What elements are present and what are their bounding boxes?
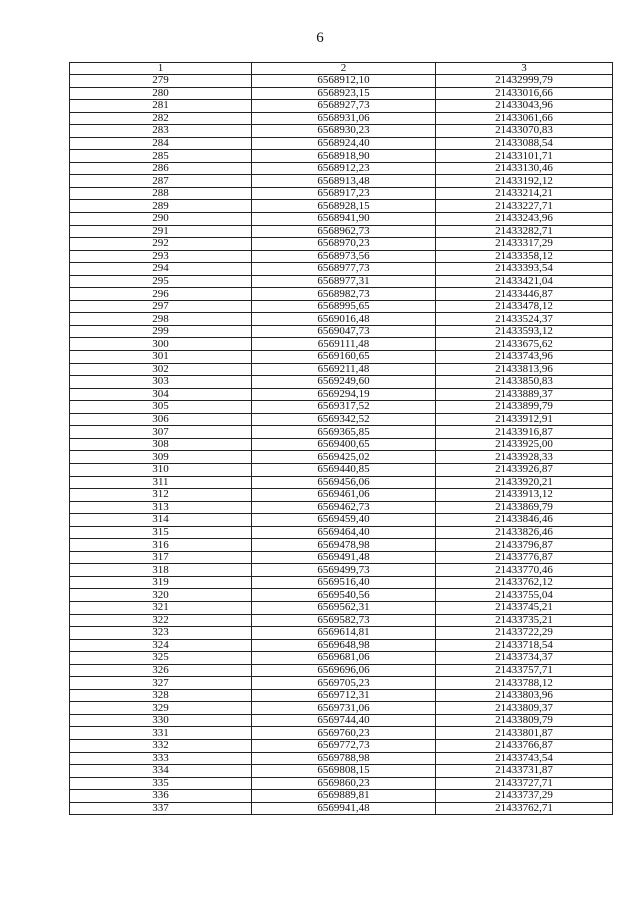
y-coordinate-cell: 21433282,71 [436,225,613,238]
x-coordinate-cell: 6569731,06 [252,702,436,715]
table-row [70,765,613,778]
y-coordinate-cell: 21433101,71 [436,150,613,163]
table-row [70,325,613,338]
table-row [70,112,613,125]
point-number-cell: 325 [70,652,252,665]
table-row [70,338,613,351]
point-number-cell: 326 [70,664,252,677]
point-number-cell: 284 [70,137,252,150]
x-coordinate-cell: 6569696,06 [252,664,436,677]
point-number-cell: 330 [70,714,252,727]
y-coordinate-cell: 21433846,46 [436,514,613,527]
table-row [70,702,613,715]
point-number-cell: 292 [70,238,252,251]
y-coordinate-cell: 21433524,37 [436,313,613,326]
table-row [70,463,613,476]
table-row [70,664,613,677]
page-number: 6 [316,30,324,46]
table-row [70,652,613,665]
point-number-cell: 301 [70,351,252,364]
x-coordinate-cell: 6569047,73 [252,325,436,338]
point-number-cell: 319 [70,576,252,589]
point-number-cell: 307 [70,426,252,439]
table-row [70,87,613,100]
x-coordinate-cell: 6568923,15 [252,87,436,100]
table-row [70,300,613,313]
x-coordinate-cell: 6569772,73 [252,739,436,752]
table-row [70,476,613,489]
y-coordinate-cell: 21433762,71 [436,802,613,815]
x-coordinate-cell: 6569440,85 [252,463,436,476]
y-coordinate-cell: 21433478,12 [436,300,613,313]
y-coordinate-cell: 21433393,54 [436,263,613,276]
y-coordinate-cell: 21433358,12 [436,250,613,263]
table-row [70,275,613,288]
table-row [70,501,613,514]
point-number-cell: 332 [70,739,252,752]
table-row [70,627,613,640]
column-header-point-number: 1 [70,63,252,75]
table-row [70,551,613,564]
point-number-cell: 298 [70,313,252,326]
x-coordinate-cell: 6569941,48 [252,802,436,815]
x-coordinate-cell: 6569400,65 [252,438,436,451]
x-coordinate-cell: 6569111,48 [252,338,436,351]
table-row [70,802,613,815]
table-row [70,451,613,464]
point-number-cell: 334 [70,765,252,778]
y-coordinate-cell: 21433850,83 [436,376,613,389]
y-coordinate-cell: 21433061,66 [436,112,613,125]
y-coordinate-cell: 21433796,87 [436,539,613,552]
table-row [70,162,613,175]
point-number-cell: 305 [70,401,252,414]
point-number-cell: 321 [70,601,252,614]
table-row [70,589,613,602]
y-coordinate-cell: 21433913,12 [436,489,613,502]
table-row [70,125,613,138]
point-number-cell: 306 [70,413,252,426]
y-coordinate-cell: 21433928,33 [436,451,613,464]
y-coordinate-cell: 21433016,66 [436,87,613,100]
table-row [70,213,613,226]
point-number-cell: 337 [70,802,252,815]
x-coordinate-cell: 6568912,10 [252,75,436,88]
table-row [70,526,613,539]
y-coordinate-cell: 21433809,37 [436,702,613,715]
x-coordinate-cell: 6568912,23 [252,162,436,175]
x-coordinate-cell: 6569562,31 [252,601,436,614]
table-row [70,225,613,238]
table-row [70,614,613,627]
y-coordinate-cell: 21433926,87 [436,463,613,476]
y-coordinate-cell: 21433889,37 [436,388,613,401]
y-coordinate-cell: 21433743,96 [436,351,613,364]
x-coordinate-cell: 6569462,73 [252,501,436,514]
table-row [70,263,613,276]
y-coordinate-cell: 21433745,21 [436,601,613,614]
y-coordinate-cell: 21433727,71 [436,777,613,790]
table-row [70,639,613,652]
point-number-cell: 281 [70,100,252,113]
x-coordinate-cell: 6569365,85 [252,426,436,439]
y-coordinate-cell: 21433920,21 [436,476,613,489]
point-number-cell: 288 [70,187,252,200]
x-coordinate-cell: 6568927,73 [252,100,436,113]
y-coordinate-cell: 21433912,91 [436,413,613,426]
table-row [70,363,613,376]
x-coordinate-cell: 6568970,23 [252,238,436,251]
point-number-cell: 286 [70,162,252,175]
coordinates-table-container [69,62,612,815]
y-coordinate-cell: 21433446,87 [436,288,613,301]
x-coordinate-cell: 6569016,48 [252,313,436,326]
x-coordinate-cell: 6568931,06 [252,112,436,125]
table-row [70,238,613,251]
table-row [70,601,613,614]
table-row [70,137,613,150]
table-row [70,376,613,389]
y-coordinate-cell: 21433788,12 [436,677,613,690]
x-coordinate-cell: 6568917,23 [252,187,436,200]
point-number-cell: 329 [70,702,252,715]
table-header-row [70,63,613,75]
y-coordinate-cell: 21433869,79 [436,501,613,514]
point-number-cell: 328 [70,689,252,702]
point-number-cell: 303 [70,376,252,389]
x-coordinate-cell: 6569160,65 [252,351,436,364]
table-row [70,413,613,426]
table-row [70,539,613,552]
x-coordinate-cell: 6569491,48 [252,551,436,564]
table-row [70,175,613,188]
x-coordinate-cell: 6568930,23 [252,125,436,138]
table-row [70,689,613,702]
table-row [70,313,613,326]
y-coordinate-cell: 21433757,71 [436,664,613,677]
x-coordinate-cell: 6569614,81 [252,627,436,640]
x-coordinate-cell: 6569788,98 [252,752,436,765]
x-coordinate-cell: 6569464,40 [252,526,436,539]
x-coordinate-cell: 6568977,73 [252,263,436,276]
x-coordinate-cell: 6569249,60 [252,376,436,389]
point-number-cell: 290 [70,213,252,226]
x-coordinate-cell: 6568995,65 [252,300,436,313]
y-coordinate-cell: 21433899,79 [436,401,613,414]
x-coordinate-cell: 6568913,48 [252,175,436,188]
x-coordinate-cell: 6569425,02 [252,451,436,464]
point-number-cell: 302 [70,363,252,376]
point-number-cell: 297 [70,300,252,313]
x-coordinate-cell: 6569681,06 [252,652,436,665]
y-coordinate-cell: 21433088,54 [436,137,613,150]
point-number-cell: 294 [70,263,252,276]
y-coordinate-cell: 21433801,87 [436,727,613,740]
y-coordinate-cell: 21433766,87 [436,739,613,752]
table-row [70,288,613,301]
y-coordinate-cell: 21433762,12 [436,576,613,589]
x-coordinate-cell: 6568977,31 [252,275,436,288]
y-coordinate-cell: 21433813,96 [436,363,613,376]
x-coordinate-cell: 6569744,40 [252,714,436,727]
point-number-cell: 323 [70,627,252,640]
point-number-cell: 322 [70,614,252,627]
x-coordinate-cell: 6569317,52 [252,401,436,414]
point-number-cell: 304 [70,388,252,401]
y-coordinate-cell: 21433214,21 [436,187,613,200]
x-coordinate-cell: 6569478,98 [252,539,436,552]
table-row [70,438,613,451]
x-coordinate-cell: 6568982,73 [252,288,436,301]
y-coordinate-cell: 21433243,96 [436,213,613,226]
table-body [70,75,613,815]
point-number-cell: 331 [70,727,252,740]
x-coordinate-cell: 6569459,40 [252,514,436,527]
point-number-cell: 282 [70,112,252,125]
y-coordinate-cell: 21433130,46 [436,162,613,175]
point-number-cell: 315 [70,526,252,539]
y-coordinate-cell: 21433743,54 [436,752,613,765]
table-row [70,564,613,577]
point-number-cell: 279 [70,75,252,88]
table-row [70,576,613,589]
point-number-cell: 314 [70,514,252,527]
point-number-cell: 296 [70,288,252,301]
table-row [70,727,613,740]
point-number-cell: 280 [70,87,252,100]
y-coordinate-cell: 21433593,12 [436,325,613,338]
x-coordinate-cell: 6568924,40 [252,137,436,150]
x-coordinate-cell: 6569211,48 [252,363,436,376]
x-coordinate-cell: 6569461,06 [252,489,436,502]
column-header-x-coordinate: 2 [252,63,436,75]
y-coordinate-cell: 21433737,29 [436,790,613,803]
x-coordinate-cell: 6569712,31 [252,689,436,702]
y-coordinate-cell: 21433826,46 [436,526,613,539]
point-number-cell: 291 [70,225,252,238]
x-coordinate-cell: 6569294,19 [252,388,436,401]
x-coordinate-cell: 6568973,56 [252,250,436,263]
point-number-cell: 299 [70,325,252,338]
table-row [70,250,613,263]
y-coordinate-cell: 21433192,12 [436,175,613,188]
x-coordinate-cell: 6569648,98 [252,639,436,652]
y-coordinate-cell: 21432999,79 [436,75,613,88]
coordinates-table [69,62,613,815]
table-row [70,401,613,414]
table-row [70,514,613,527]
y-coordinate-cell: 21433735,21 [436,614,613,627]
point-number-cell: 285 [70,150,252,163]
point-number-cell: 320 [70,589,252,602]
table-row [70,200,613,213]
point-number-cell: 311 [70,476,252,489]
table-row [70,489,613,502]
x-coordinate-cell: 6569889,81 [252,790,436,803]
y-coordinate-cell: 21433675,62 [436,338,613,351]
x-coordinate-cell: 6569456,06 [252,476,436,489]
y-coordinate-cell: 21433734,37 [436,652,613,665]
point-number-cell: 336 [70,790,252,803]
x-coordinate-cell: 6569499,73 [252,564,436,577]
x-coordinate-cell: 6569760,23 [252,727,436,740]
x-coordinate-cell: 6569342,52 [252,413,436,426]
table-row [70,187,613,200]
point-number-cell: 316 [70,539,252,552]
point-number-cell: 312 [70,489,252,502]
point-number-cell: 335 [70,777,252,790]
table-row [70,75,613,88]
y-coordinate-cell: 21433731,87 [436,765,613,778]
y-coordinate-cell: 21433718,54 [436,639,613,652]
y-coordinate-cell: 21433770,46 [436,564,613,577]
table-row [70,426,613,439]
table-row [70,677,613,690]
y-coordinate-cell: 21433809,79 [436,714,613,727]
y-coordinate-cell: 21433776,87 [436,551,613,564]
x-coordinate-cell: 6569808,15 [252,765,436,778]
point-number-cell: 310 [70,463,252,476]
table-row [70,777,613,790]
y-coordinate-cell: 21433421,04 [436,275,613,288]
point-number-cell: 289 [70,200,252,213]
point-number-cell: 308 [70,438,252,451]
x-coordinate-cell: 6569540,56 [252,589,436,602]
table-row [70,790,613,803]
table-row [70,388,613,401]
point-number-cell: 313 [70,501,252,514]
point-number-cell: 283 [70,125,252,138]
table-row [70,351,613,364]
table-row [70,752,613,765]
x-coordinate-cell: 6568962,73 [252,225,436,238]
point-number-cell: 318 [70,564,252,577]
y-coordinate-cell: 21433317,29 [436,238,613,251]
x-coordinate-cell: 6568928,15 [252,200,436,213]
point-number-cell: 317 [70,551,252,564]
table-row [70,714,613,727]
table-row [70,100,613,113]
point-number-cell: 295 [70,275,252,288]
point-number-cell: 327 [70,677,252,690]
point-number-cell: 293 [70,250,252,263]
y-coordinate-cell: 21433227,71 [436,200,613,213]
y-coordinate-cell: 21433043,96 [436,100,613,113]
x-coordinate-cell: 6568918,90 [252,150,436,163]
x-coordinate-cell: 6569516,40 [252,576,436,589]
x-coordinate-cell: 6569860,23 [252,777,436,790]
y-coordinate-cell: 21433916,87 [436,426,613,439]
x-coordinate-cell: 6569582,73 [252,614,436,627]
point-number-cell: 309 [70,451,252,464]
x-coordinate-cell: 6568941,90 [252,213,436,226]
point-number-cell: 287 [70,175,252,188]
y-coordinate-cell: 21433803,96 [436,689,613,702]
point-number-cell: 300 [70,338,252,351]
y-coordinate-cell: 21433925,00 [436,438,613,451]
y-coordinate-cell: 21433755,04 [436,589,613,602]
x-coordinate-cell: 6569705,23 [252,677,436,690]
column-header-y-coordinate: 3 [436,63,613,75]
y-coordinate-cell: 21433070,83 [436,125,613,138]
point-number-cell: 324 [70,639,252,652]
table-row [70,739,613,752]
table-row [70,150,613,163]
y-coordinate-cell: 21433722,29 [436,627,613,640]
point-number-cell: 333 [70,752,252,765]
